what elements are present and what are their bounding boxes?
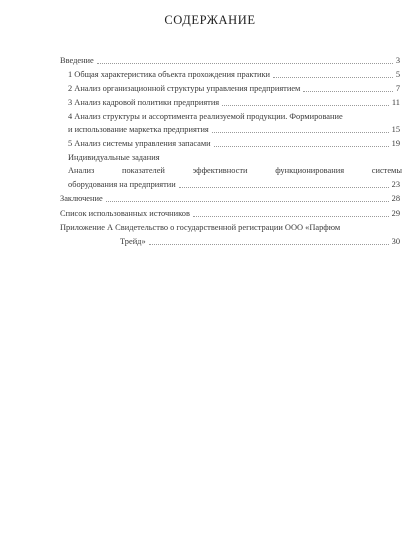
toc-word: системы	[371, 166, 402, 175]
toc-entry-conclusion	[60, 194, 400, 204]
toc-entry-appendix-line1: Приложение А Свидетельство о государственной регистрации ООО «Парфюм	[60, 223, 341, 232]
toc-entry-page: 7	[395, 84, 400, 93]
toc-entry-label: 2 Анализ организационной структуры управления предприятием	[68, 84, 301, 93]
toc-leader	[106, 201, 389, 202]
toc-entry-references	[60, 209, 400, 219]
toc-entry-page: 15	[391, 125, 400, 134]
toc-leader	[303, 91, 392, 92]
toc-leader	[97, 63, 393, 64]
toc-heading-individual-tasks: Индивидуальные задания	[68, 153, 160, 162]
toc-entry-label: 5 Анализ системы управления запасами	[68, 139, 211, 148]
toc-entry-label: Заключение	[60, 194, 103, 203]
toc-leader	[214, 146, 389, 147]
toc-entry-label: и использование маркетка предприятия	[68, 125, 209, 134]
toc-leader	[212, 132, 389, 133]
toc-word: эффективности	[192, 166, 248, 175]
toc-entry-section-3	[68, 98, 400, 108]
toc-leader	[222, 105, 389, 106]
toc-entry-label: оборудования на предприятии	[68, 180, 176, 189]
toc-entry-label: 3 Анализ кадровой политики предприятия	[68, 98, 220, 107]
page-title: СОДЕРЖАНИЕ	[164, 13, 256, 27]
toc-leader	[149, 244, 389, 245]
toc-entry-page: 23	[391, 180, 400, 189]
toc-entry-page: 28	[391, 194, 400, 203]
toc-leader	[179, 187, 389, 188]
toc-entry-label: Введение	[60, 56, 94, 65]
toc-entry-label: 1 Общая характеристика объекта прохождения практики	[68, 70, 271, 79]
toc-entry-introduction	[60, 56, 400, 66]
toc-entry-section-5	[68, 139, 400, 149]
toc-word: функционирования	[275, 166, 345, 175]
toc-word: показателей	[122, 166, 165, 175]
toc-entry-individual-task-line1	[68, 166, 402, 176]
toc-entry-label: Трейд»	[120, 237, 146, 246]
toc-entry-page: 19	[391, 139, 400, 148]
toc-entry-individual-task-line2	[68, 180, 400, 190]
toc-entry-page: 3	[395, 56, 400, 65]
toc-entry-page: 5	[395, 70, 400, 79]
toc-entry-label: Список использованных источников	[60, 209, 190, 218]
toc-entry-section-4-line2	[68, 125, 400, 135]
toc-entry-appendix-line2	[120, 237, 400, 247]
toc-entry-page: 29	[391, 209, 400, 218]
toc-entry-section-2	[68, 84, 400, 94]
toc-entry-section-4-line1: 4 Анализ структуры и ассортимента реализуемой продукции. Формирование	[68, 112, 343, 121]
toc-entry-page: 30	[391, 237, 400, 246]
toc-word: Анализ	[68, 166, 95, 175]
toc-entry-section-1	[68, 70, 400, 80]
toc-leader	[273, 77, 393, 78]
toc-entry-page: 11	[391, 98, 400, 107]
toc-leader	[193, 216, 389, 217]
